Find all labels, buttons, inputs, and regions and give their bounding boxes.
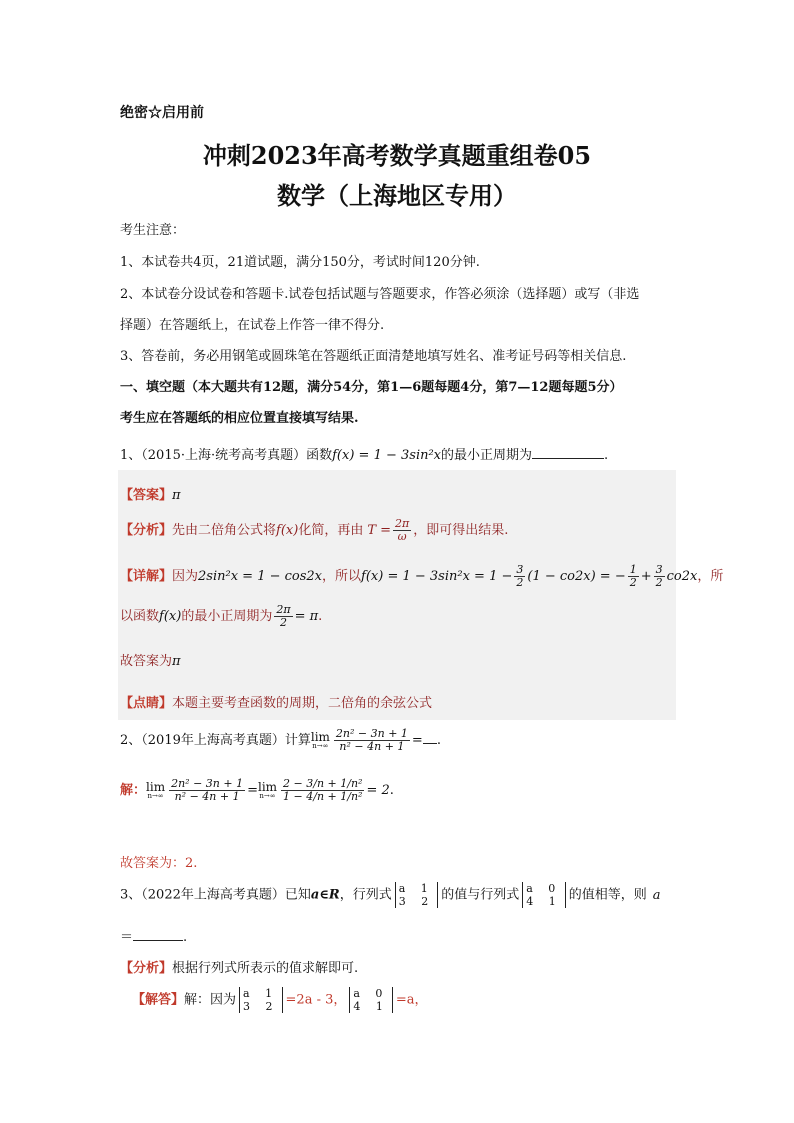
- q1-analysis-frac-num: 2π: [395, 517, 410, 530]
- q3-answer: [132, 987, 428, 1013]
- q2-prefix: 2、（2019年上海高考真题）计算: [120, 733, 311, 749]
- q1-detail-frac-1: [514, 564, 525, 589]
- q1-detail-frac-2-den: 2: [629, 576, 637, 590]
- notice-item-3: 3、答卷前，务必用钢笔或圆珠笔在答题纸正面清楚地填写姓名、准考证号码等相关信息.: [120, 349, 627, 364]
- q3-line2-end: .: [183, 930, 188, 945]
- q1-prefix: 1、（2015·上海·统考高考真题）函数: [120, 448, 333, 463]
- q1-detail-frac-4-den: 2: [279, 616, 287, 630]
- q2-sol-frac-2-num: 2 − 3/n + 1/n²: [283, 777, 363, 790]
- q1-detail-frac-1-num: 3: [516, 563, 524, 576]
- q2-fraction: [334, 728, 410, 753]
- q2-sol-lim-2-text: lim: [257, 780, 278, 795]
- q1-detail-line2-d: .: [318, 609, 323, 625]
- q1-detail-plus: +: [640, 569, 652, 585]
- q3-prefix: 3、（2022年上海高考真题）已知: [120, 887, 311, 903]
- q1-detail-b: ，所以: [322, 569, 362, 585]
- q2-sol-frac-1-num: 2n² − 3n + 1: [171, 777, 244, 790]
- q1-analysis-T: T =: [367, 523, 392, 539]
- q1-detail-line-1: [120, 564, 723, 589]
- q3-determinant-1: [395, 882, 439, 908]
- notice-item-1: 1、本试卷共4页，21道试题，满分150分，考试时间120分钟.: [120, 255, 480, 270]
- q1-detail-frac-2: [628, 564, 639, 589]
- q1-analysis: [120, 518, 508, 543]
- q2-answer-blank: [423, 733, 437, 744]
- q1-comment: [120, 692, 432, 711]
- q3-determinant-2: [522, 882, 566, 908]
- q1-analysis-text-b: 化简，再由: [298, 523, 364, 539]
- secret-label: 绝密☆启用前: [120, 105, 204, 121]
- q1-answer-blank: [532, 446, 604, 459]
- q3-line2-prefix: ＝: [120, 930, 134, 945]
- q1-detail-frac-3-num: 3: [655, 563, 663, 576]
- q2-sol-lim-1: [146, 781, 165, 800]
- q3-analysis: [120, 957, 358, 976]
- notice-item-2b: 择题）在答题纸上，在试卷上作答一律不得分.: [120, 318, 385, 333]
- q3-condition: a∈R: [310, 887, 340, 903]
- q1-detail-frac-1-den: 2: [516, 576, 524, 590]
- q3-answer-det1-row2: 3 2: [243, 1000, 279, 1014]
- q1-detail-formula-2: f(x) = 1 − 3sin²x = 1 −: [361, 569, 513, 585]
- q3-answer-det-2: [349, 987, 393, 1013]
- q1-result-value: π: [172, 654, 181, 669]
- q1-answer: [120, 484, 181, 503]
- q3-line-2: [120, 926, 187, 945]
- q3-answer-det2-row2: 4 1: [353, 1000, 389, 1014]
- q2-solution: [120, 778, 394, 803]
- q2-sol-eq: =: [247, 783, 258, 799]
- q1-answer-label: 【答案】: [120, 488, 173, 503]
- q1-answer-value: π: [172, 488, 181, 503]
- q1-analysis-text-a: 先由二倍角公式将: [172, 523, 277, 539]
- q2-lim-sub: n→∞: [312, 742, 329, 751]
- q3-answer-eq2: =a，: [395, 992, 428, 1008]
- section-instruction: 考生应在答题纸的相应位置直接填写结果.: [120, 411, 359, 426]
- q3-text-c: 的值相等，则: [568, 887, 647, 903]
- q2-fraction-den: n² − 4n + 1: [339, 740, 405, 754]
- q3-text-a: ，行列式: [339, 887, 392, 903]
- q1-detail-frac-4: [274, 604, 292, 629]
- q1-analysis-label: 【分析】: [120, 523, 173, 539]
- question-1: [120, 444, 608, 463]
- question-2: [120, 728, 441, 753]
- q3-answer-a: 解：因为: [184, 992, 237, 1008]
- q1-result-text: 故答案为: [120, 654, 173, 669]
- q2-lim-text: lim: [310, 730, 330, 745]
- q1-detail-frac-4-num: 2π: [276, 603, 291, 616]
- q3-answer-det2-row1: a 0: [353, 987, 389, 1000]
- q1-analysis-fx: f(x): [276, 523, 299, 539]
- q1-detail-c: ，所: [697, 569, 724, 585]
- q3-analysis-text: 根据行列式所表示的值求解即可.: [172, 961, 359, 976]
- q3-answer-blank: [133, 928, 183, 941]
- q1-end: .: [604, 448, 609, 463]
- q3-det1-row1: a 1: [398, 882, 434, 895]
- q2-solution-label: 解：: [120, 783, 147, 799]
- q2-sol-result: = 2: [366, 783, 390, 799]
- q1-formula: f(x) = 1 − 3sin²x: [332, 448, 442, 463]
- q1-suffix: 的最小正周期为: [441, 448, 533, 463]
- q2-result: 故答案为：2.: [120, 856, 198, 871]
- q1-detail-line2-a: 以函数: [120, 609, 160, 625]
- q3-answer-eq1: =2a - 3，: [285, 992, 347, 1008]
- q2-sol-frac-2: [281, 778, 364, 803]
- q3-answer-label: 【解答】: [132, 992, 185, 1008]
- notice-heading: 考生注意：: [120, 223, 186, 238]
- q1-detail-formula-4: co2x: [666, 569, 698, 585]
- q1-detail-label: 【详解】: [120, 569, 173, 585]
- q2-sol-frac-1-den: n² − 4n + 1: [174, 790, 240, 804]
- q2-fraction-num: 2n² − 3n + 1: [335, 727, 408, 740]
- q3-text-b: 的值与行列式: [441, 887, 520, 903]
- exam-title: 冲刺2023年高考数学真题重组卷05: [202, 141, 592, 170]
- q2-lim: [311, 731, 330, 750]
- q1-detail-a: 因为: [172, 569, 199, 585]
- q1-result: [120, 650, 181, 669]
- q2-suffix: =: [411, 733, 423, 749]
- q1-detail-line-2: [120, 604, 322, 629]
- q1-answer-box: [118, 470, 676, 720]
- notice-item-2a: 2、本试卷分设试卷和答题卡.试卷包括试题与答题要求，作答必须涂（选择题）或写（非选: [120, 287, 640, 302]
- exam-subtitle: 数学（上海地区专用）: [277, 181, 517, 210]
- q2-sol-lim-2-sub: n→∞: [259, 792, 276, 801]
- q1-detail-line2-b: 的最小正周期为: [181, 609, 273, 625]
- q1-detail-line2-fx: f(x): [159, 609, 182, 625]
- q1-detail-frac-2-num: 1: [629, 563, 637, 576]
- q1-detail-frac-3-den: 2: [655, 576, 663, 590]
- q1-analysis-text-c: ，即可得出结果.: [413, 523, 509, 539]
- q3-analysis-label: 【分析】: [120, 961, 173, 976]
- q1-detail-formula-1: 2sin²x = 1 − cos2x: [198, 569, 323, 585]
- q2-end: .: [436, 733, 441, 749]
- q1-detail-formula-3: (1 − co2x) = −: [527, 569, 626, 585]
- q2-sol-lim-1-text: lim: [146, 780, 166, 795]
- q1-analysis-frac: [393, 518, 411, 543]
- q3-det1-row2: 3 2: [398, 895, 435, 909]
- section-heading: 一、填空题（本大题共有12题，满分54分，第1—6题每题4分，第7—12题每题5分）: [120, 380, 623, 395]
- q1-analysis-frac-den: ω: [397, 530, 407, 544]
- q1-detail-frac-3: [654, 564, 665, 589]
- q2-sol-frac-2-den: 1 − 4/n + 1/n²: [283, 790, 363, 804]
- q2-sol-lim-1-sub: n→∞: [147, 792, 164, 801]
- q2-sol-end: .: [389, 783, 394, 799]
- q2-sol-lim-2: [258, 781, 277, 800]
- q3-answer-det1-row1: a 1: [243, 987, 279, 1000]
- q1-detail-line2-c: = π: [294, 609, 319, 625]
- q1-comment-label: 【点睛】: [120, 696, 173, 711]
- q3-answer-det-1: [239, 987, 283, 1013]
- question-3: [120, 882, 661, 908]
- q3-det2-row1: a 0: [526, 882, 562, 895]
- q3-variable: a: [652, 887, 661, 903]
- q1-comment-text: 本题主要考查函数的周期，二倍角的余弦公式: [172, 696, 433, 711]
- q2-sol-frac-1: [169, 778, 245, 803]
- q3-det2-row2: 4 1: [526, 895, 562, 909]
